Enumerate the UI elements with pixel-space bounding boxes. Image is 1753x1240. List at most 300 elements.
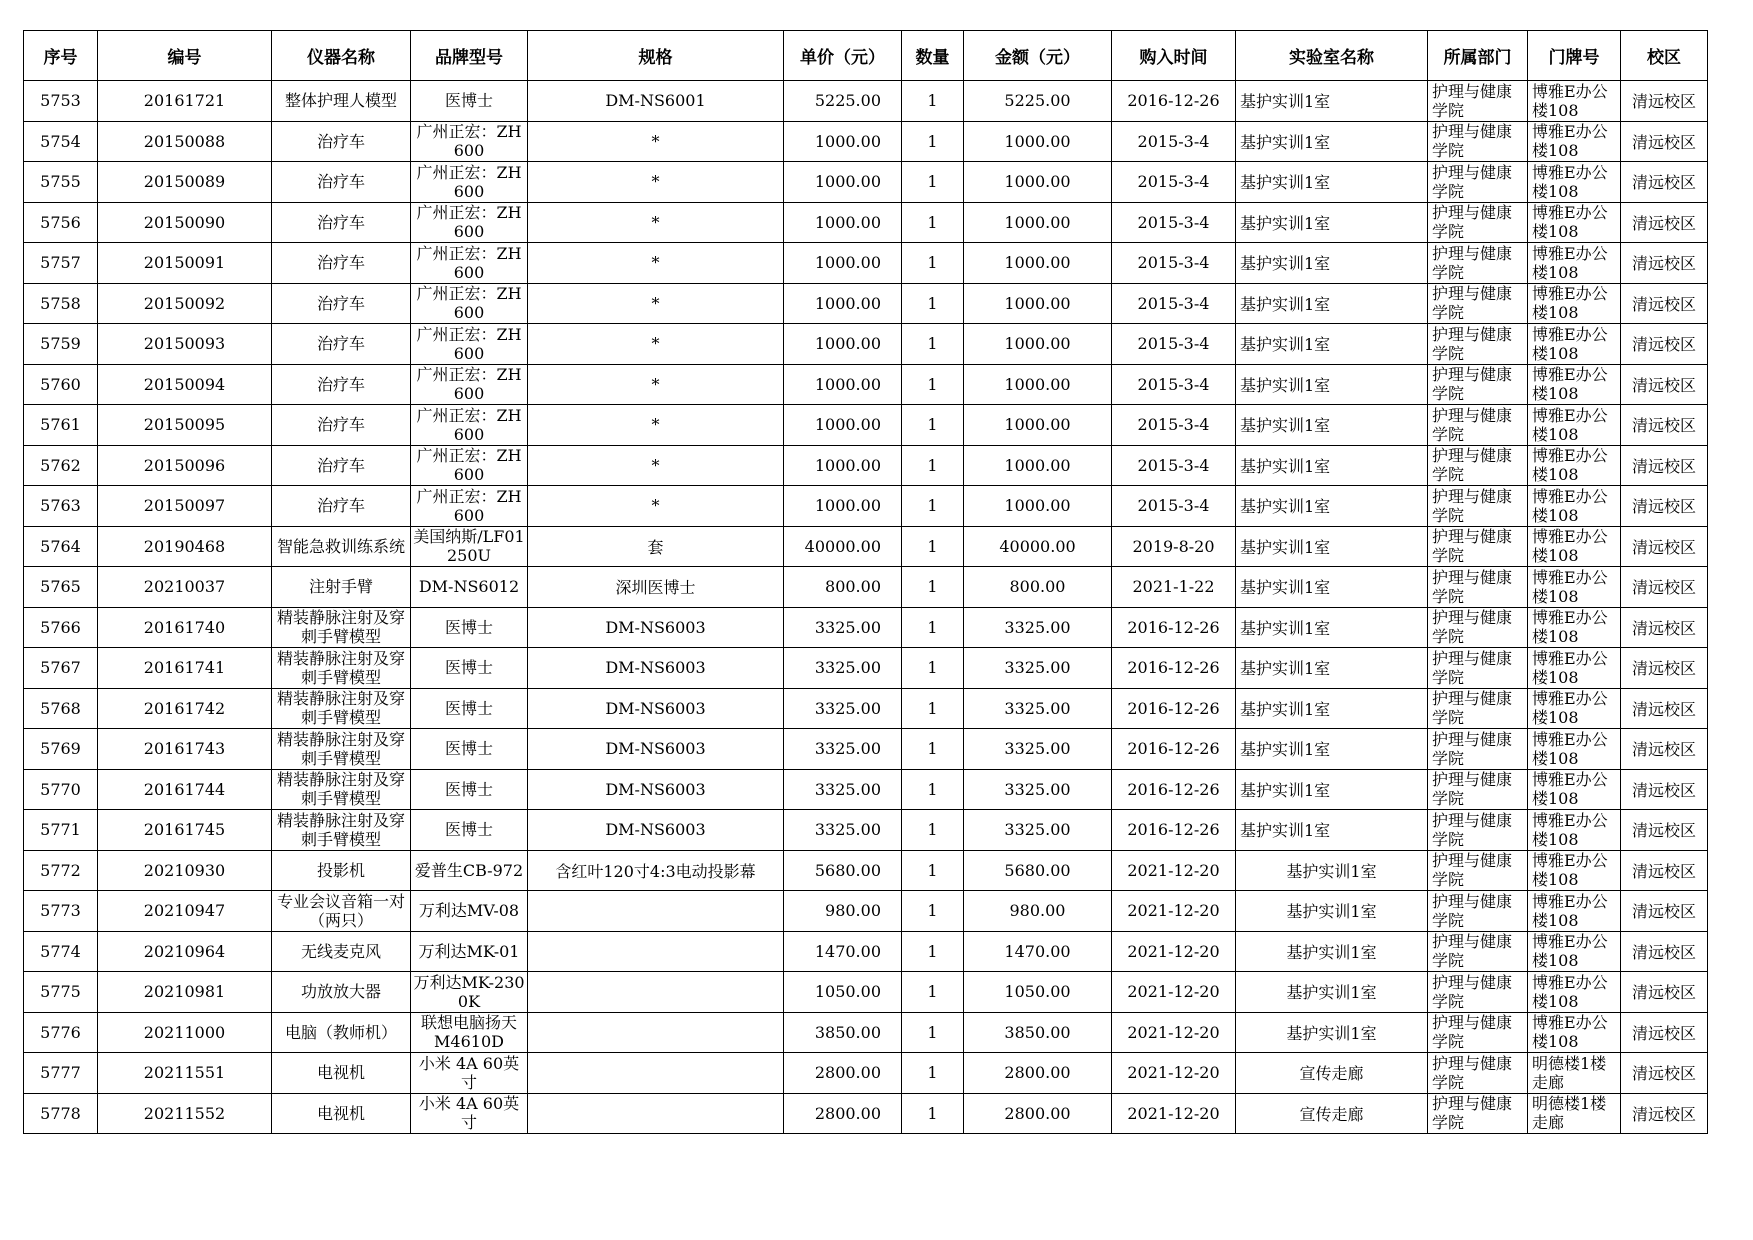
- cell-lab: 基护实训1室: [1236, 972, 1428, 1013]
- table-row: [24, 486, 1708, 527]
- cell-dept: [1428, 688, 1528, 729]
- cell-code: 20150096: [98, 445, 272, 486]
- cell-brand: [411, 202, 528, 243]
- cell-date: 2016-12-26: [1112, 648, 1236, 689]
- cell-date: 2015-3-4: [1112, 486, 1236, 527]
- cell-dept: [1428, 202, 1528, 243]
- cell-name-text: 电脑（教师机）: [284, 1022, 397, 1042]
- cell-code: 20150090: [98, 202, 272, 243]
- cell-campus: 清远校区: [1621, 405, 1708, 446]
- cell-name: [272, 1012, 411, 1053]
- cell-qty: 1: [902, 81, 964, 122]
- cell-price: 1000.00: [784, 202, 902, 243]
- cell-name-text: 功放放大器: [300, 982, 381, 1002]
- cell-room: [1528, 850, 1621, 891]
- cell-campus: 清远校区: [1621, 972, 1708, 1013]
- cell-price: 5225.00: [784, 81, 902, 122]
- cell-qty: 1: [902, 202, 964, 243]
- cell-dept-text: 护理与健康学院: [1432, 648, 1513, 687]
- cell-price: 800.00: [784, 567, 902, 608]
- cell-qty: 1: [902, 1053, 964, 1094]
- cell-dept: [1428, 567, 1528, 608]
- cell-code: 20211552: [98, 1093, 272, 1134]
- cell-room-text: 博雅E办公楼108: [1532, 284, 1608, 323]
- cell-brand: [411, 364, 528, 405]
- cell-brand-text: 小米 4A 60英寸: [418, 1053, 520, 1092]
- cell-code: 20211000: [98, 1012, 272, 1053]
- cell-code: 20150088: [98, 121, 272, 162]
- cell-room: [1528, 607, 1621, 648]
- cell-name-text: 治疗车: [316, 334, 365, 354]
- cell-date: 2015-3-4: [1112, 283, 1236, 324]
- cell-date: 2019-8-20: [1112, 526, 1236, 567]
- cell-spec: *: [528, 405, 784, 446]
- cell-brand: [411, 567, 528, 608]
- cell-room-text: 博雅E办公楼108: [1532, 729, 1608, 768]
- cell-brand: [411, 972, 528, 1013]
- cell-seq: 5774: [24, 931, 98, 972]
- cell-dept-text: 护理与健康学院: [1432, 810, 1513, 849]
- cell-dept: [1428, 445, 1528, 486]
- cell-price: 1000.00: [784, 486, 902, 527]
- cell-qty: 1: [902, 405, 964, 446]
- cell-date: 2021-12-20: [1112, 931, 1236, 972]
- cell-room: [1528, 567, 1621, 608]
- cell-price: 1000.00: [784, 162, 902, 203]
- cell-amount: 40000.00: [964, 526, 1112, 567]
- cell-name: [272, 648, 411, 689]
- cell-lab: 基护实训1室: [1236, 445, 1428, 486]
- cell-code: 20150091: [98, 243, 272, 284]
- table-row: [24, 567, 1708, 608]
- cell-date: 2021-12-20: [1112, 1012, 1236, 1053]
- cell-room-text: 博雅E办公楼108: [1532, 608, 1608, 647]
- cell-seq: 5763: [24, 486, 98, 527]
- cell-brand-text: 万利达MV-08: [418, 901, 520, 921]
- cell-room: [1528, 972, 1621, 1013]
- table-row: [24, 405, 1708, 446]
- cell-name-text: 电视机: [316, 1063, 365, 1083]
- cell-brand: [411, 648, 528, 689]
- cell-seq: 5759: [24, 324, 98, 365]
- table-row: [24, 81, 1708, 122]
- cell-dept-text: 护理与健康学院: [1432, 365, 1513, 404]
- cell-room: [1528, 162, 1621, 203]
- cell-amount: 3325.00: [964, 648, 1112, 689]
- cell-lab: 基护实训1室: [1236, 931, 1428, 972]
- cell-name-text: 无线麦克风: [300, 941, 381, 961]
- cell-qty: 1: [902, 486, 964, 527]
- header-room: 门牌号: [1528, 31, 1621, 81]
- cell-name: [272, 162, 411, 203]
- cell-spec: *: [528, 162, 784, 203]
- cell-name-text: 治疗车: [316, 253, 365, 273]
- cell-dept: [1428, 283, 1528, 324]
- cell-price: 1470.00: [784, 931, 902, 972]
- cell-name-text: 治疗车: [316, 374, 365, 394]
- cell-room-text: 明德楼1楼走廊: [1532, 1053, 1607, 1092]
- cell-qty: 1: [902, 972, 964, 1013]
- cell-brand: [411, 445, 528, 486]
- cell-amount: 3325.00: [964, 729, 1112, 770]
- cell-date: 2015-3-4: [1112, 202, 1236, 243]
- cell-campus: 清远校区: [1621, 769, 1708, 810]
- cell-dept: [1428, 243, 1528, 284]
- cell-dept: [1428, 121, 1528, 162]
- cell-lab: 基护实训1室: [1236, 81, 1428, 122]
- cell-campus: 清远校区: [1621, 1012, 1708, 1053]
- cell-room: [1528, 526, 1621, 567]
- cell-dept-text: 护理与健康学院: [1432, 122, 1513, 161]
- cell-code: 20211551: [98, 1053, 272, 1094]
- cell-lab: 基护实训1室: [1236, 486, 1428, 527]
- cell-dept: [1428, 1053, 1528, 1094]
- cell-brand: [411, 1053, 528, 1094]
- cell-seq: 5771: [24, 810, 98, 851]
- cell-date: 2015-3-4: [1112, 405, 1236, 446]
- header-brand: 品牌型号: [411, 31, 528, 81]
- cell-qty: 1: [902, 121, 964, 162]
- cell-lab: 基护实训1室: [1236, 607, 1428, 648]
- cell-spec: DM-NS6003: [528, 810, 784, 851]
- cell-brand-text: DM-NS6012: [418, 577, 520, 597]
- cell-brand-text: 广州正宏：ZH600: [416, 446, 522, 485]
- cell-brand-text: 广州正宏：ZH600: [416, 365, 522, 404]
- cell-lab: 宣传走廊: [1236, 1053, 1428, 1094]
- cell-qty: 1: [902, 364, 964, 405]
- cell-name: [272, 688, 411, 729]
- cell-price: 1000.00: [784, 364, 902, 405]
- cell-qty: 1: [902, 283, 964, 324]
- cell-brand-text: 医博士: [444, 658, 493, 678]
- cell-amount: 1000.00: [964, 202, 1112, 243]
- cell-amount: 1000.00: [964, 324, 1112, 365]
- cell-lab: 基护实训1室: [1236, 202, 1428, 243]
- cell-qty: 1: [902, 769, 964, 810]
- cell-name: [272, 607, 411, 648]
- cell-campus: 清远校区: [1621, 445, 1708, 486]
- cell-dept-text: 护理与健康学院: [1432, 932, 1513, 971]
- cell-spec: DM-NS6003: [528, 607, 784, 648]
- cell-brand-text: 广州正宏：ZH600: [416, 243, 522, 282]
- cell-seq: 5754: [24, 121, 98, 162]
- cell-brand-text: 万利达MK-2300K: [413, 972, 525, 1011]
- cell-name: [272, 81, 411, 122]
- cell-date: 2015-3-4: [1112, 243, 1236, 284]
- cell-lab: 基护实训1室: [1236, 405, 1428, 446]
- cell-name: [272, 283, 411, 324]
- cell-dept-text: 护理与健康学院: [1432, 891, 1513, 930]
- cell-room-text: 博雅E办公楼108: [1532, 891, 1608, 930]
- cell-name-text: 精装静脉注射及穿刺手臂模型: [276, 689, 405, 728]
- cell-campus: 清远校区: [1621, 810, 1708, 851]
- cell-code: 20210947: [98, 891, 272, 932]
- cell-qty: 1: [902, 162, 964, 203]
- cell-name-text: 电视机: [316, 1103, 365, 1123]
- cell-brand-text: 万利达MK-01: [418, 941, 520, 961]
- cell-brand: [411, 486, 528, 527]
- cell-room-text: 博雅E办公楼108: [1532, 243, 1608, 282]
- cell-brand-text: 广州正宏：ZH600: [416, 203, 522, 242]
- cell-dept-text: 护理与健康学院: [1432, 405, 1513, 444]
- cell-dept-text: 护理与健康学院: [1432, 446, 1513, 485]
- cell-name: [272, 850, 411, 891]
- cell-brand: [411, 769, 528, 810]
- cell-brand: [411, 243, 528, 284]
- cell-spec: *: [528, 364, 784, 405]
- cell-spec: *: [528, 486, 784, 527]
- cell-name: [272, 526, 411, 567]
- cell-date: 2016-12-26: [1112, 769, 1236, 810]
- cell-seq: 5764: [24, 526, 98, 567]
- cell-brand: [411, 688, 528, 729]
- cell-date: 2015-3-4: [1112, 364, 1236, 405]
- table-row: [24, 648, 1708, 689]
- cell-room: [1528, 1093, 1621, 1134]
- cell-brand-text: 医博士: [444, 698, 493, 718]
- cell-code: 20161721: [98, 81, 272, 122]
- cell-dept-text: 护理与健康学院: [1432, 203, 1513, 242]
- cell-dept: [1428, 972, 1528, 1013]
- cell-name: [272, 891, 411, 932]
- cell-room-text: 博雅E办公楼108: [1532, 527, 1608, 566]
- cell-qty: 1: [902, 445, 964, 486]
- cell-lab: 基护实训1室: [1236, 567, 1428, 608]
- cell-code: 20150093: [98, 324, 272, 365]
- cell-brand-text: 小米 4A 60英寸: [418, 1094, 520, 1133]
- cell-campus: 清远校区: [1621, 202, 1708, 243]
- equipment-table: [23, 30, 1708, 1134]
- cell-spec: DM-NS6003: [528, 729, 784, 770]
- cell-name-text: 智能急救训练系统: [276, 536, 405, 556]
- cell-dept: [1428, 729, 1528, 770]
- cell-brand-text: 广州正宏：ZH600: [416, 324, 522, 363]
- cell-qty: 1: [902, 850, 964, 891]
- cell-brand: [411, 810, 528, 851]
- cell-qty: 1: [902, 243, 964, 284]
- cell-seq: 5757: [24, 243, 98, 284]
- cell-dept-text: 护理与健康学院: [1432, 284, 1513, 323]
- cell-price: 3325.00: [784, 769, 902, 810]
- table-row: [24, 526, 1708, 567]
- cell-amount: 2800.00: [964, 1053, 1112, 1094]
- cell-date: 2015-3-4: [1112, 162, 1236, 203]
- cell-dept: [1428, 931, 1528, 972]
- cell-code: 20150094: [98, 364, 272, 405]
- cell-dept-text: 护理与健康学院: [1432, 243, 1513, 282]
- cell-spec: *: [528, 243, 784, 284]
- cell-date: 2021-1-22: [1112, 567, 1236, 608]
- cell-qty: 1: [902, 1012, 964, 1053]
- cell-seq: 5769: [24, 729, 98, 770]
- cell-spec: [528, 972, 784, 1013]
- cell-price: 2800.00: [784, 1053, 902, 1094]
- cell-spec: 套: [528, 526, 784, 567]
- cell-brand-text: 广州正宏：ZH600: [416, 284, 522, 323]
- table-row: [24, 445, 1708, 486]
- header-campus: 校区: [1621, 31, 1708, 81]
- cell-name-text: 治疗车: [316, 415, 365, 435]
- cell-date: 2016-12-26: [1112, 81, 1236, 122]
- cell-seq: 5776: [24, 1012, 98, 1053]
- cell-brand-text: 广州正宏：ZH600: [416, 405, 522, 444]
- cell-seq: 5760: [24, 364, 98, 405]
- cell-date: 2021-12-20: [1112, 1053, 1236, 1094]
- cell-date: 2021-12-20: [1112, 850, 1236, 891]
- cell-brand-text: 医博士: [444, 91, 493, 111]
- cell-campus: 清远校区: [1621, 162, 1708, 203]
- header-seq: 序号: [24, 31, 98, 81]
- cell-room: [1528, 1053, 1621, 1094]
- cell-amount: 3325.00: [964, 688, 1112, 729]
- cell-brand: [411, 81, 528, 122]
- header-price: 单价（元）: [784, 31, 902, 81]
- table-row: [24, 283, 1708, 324]
- cell-price: 1050.00: [784, 972, 902, 1013]
- cell-spec: *: [528, 445, 784, 486]
- table-row: [24, 810, 1708, 851]
- cell-name-text: 精装静脉注射及穿刺手臂模型: [276, 648, 405, 687]
- cell-date: 2015-3-4: [1112, 445, 1236, 486]
- cell-amount: 3325.00: [964, 769, 1112, 810]
- cell-seq: 5753: [24, 81, 98, 122]
- table-row: [24, 972, 1708, 1013]
- cell-room-text: 博雅E办公楼108: [1532, 162, 1608, 201]
- cell-name: [272, 243, 411, 284]
- cell-qty: 1: [902, 567, 964, 608]
- cell-date: 2021-12-20: [1112, 1093, 1236, 1134]
- cell-lab: 基护实训1室: [1236, 850, 1428, 891]
- table-row: [24, 891, 1708, 932]
- cell-dept-text: 护理与健康学院: [1432, 851, 1513, 890]
- cell-date: 2016-12-26: [1112, 729, 1236, 770]
- cell-name: [272, 567, 411, 608]
- table-row: [24, 1053, 1708, 1094]
- cell-dept-text: 护理与健康学院: [1432, 972, 1513, 1011]
- table-row: [24, 121, 1708, 162]
- cell-room-text: 博雅E办公楼108: [1532, 122, 1608, 161]
- cell-code: 20161744: [98, 769, 272, 810]
- cell-spec: *: [528, 324, 784, 365]
- cell-room-text: 明德楼1楼走廊: [1532, 1094, 1607, 1133]
- cell-campus: 清远校区: [1621, 729, 1708, 770]
- cell-price: 3325.00: [784, 688, 902, 729]
- cell-brand-text: 广州正宏：ZH600: [416, 486, 522, 525]
- header-name: 仪器名称: [272, 31, 411, 81]
- cell-seq: 5768: [24, 688, 98, 729]
- cell-date: 2016-12-26: [1112, 688, 1236, 729]
- cell-dept-text: 护理与健康学院: [1432, 689, 1513, 728]
- cell-room: [1528, 243, 1621, 284]
- cell-price: 3325.00: [784, 648, 902, 689]
- cell-brand: [411, 283, 528, 324]
- cell-seq: 5767: [24, 648, 98, 689]
- cell-room-text: 博雅E办公楼108: [1532, 648, 1608, 687]
- cell-room-text: 博雅E办公楼108: [1532, 81, 1608, 120]
- cell-spec: DM-NS6003: [528, 769, 784, 810]
- cell-lab: 基护实训1室: [1236, 526, 1428, 567]
- table-row: [24, 202, 1708, 243]
- cell-room: [1528, 1012, 1621, 1053]
- cell-name-text: 治疗车: [316, 293, 365, 313]
- table-body: [24, 81, 1708, 1134]
- cell-price: 40000.00: [784, 526, 902, 567]
- cell-code: 20161743: [98, 729, 272, 770]
- cell-brand-text: 医博士: [444, 739, 493, 759]
- cell-spec: *: [528, 283, 784, 324]
- cell-seq: 5777: [24, 1053, 98, 1094]
- cell-name-text: 精装静脉注射及穿刺手臂模型: [276, 770, 405, 809]
- cell-room: [1528, 769, 1621, 810]
- cell-date: 2016-12-26: [1112, 607, 1236, 648]
- cell-name: [272, 1053, 411, 1094]
- cell-amount: 1470.00: [964, 931, 1112, 972]
- cell-name: [272, 364, 411, 405]
- cell-dept-text: 护理与健康学院: [1432, 1094, 1513, 1133]
- cell-name: [272, 121, 411, 162]
- table-row: [24, 1012, 1708, 1053]
- cell-dept: [1428, 364, 1528, 405]
- cell-name: [272, 931, 411, 972]
- cell-dept: [1428, 1012, 1528, 1053]
- cell-price: 980.00: [784, 891, 902, 932]
- cell-room: [1528, 81, 1621, 122]
- cell-date: 2015-3-4: [1112, 121, 1236, 162]
- cell-price: 3850.00: [784, 1012, 902, 1053]
- cell-campus: 清远校区: [1621, 891, 1708, 932]
- cell-spec: DM-NS6001: [528, 81, 784, 122]
- table-row: [24, 162, 1708, 203]
- cell-room-text: 博雅E办公楼108: [1532, 486, 1608, 525]
- cell-lab: 基护实训1室: [1236, 121, 1428, 162]
- cell-code: 20150097: [98, 486, 272, 527]
- cell-price: 5680.00: [784, 850, 902, 891]
- cell-dept: [1428, 324, 1528, 365]
- header-row: [24, 31, 1708, 81]
- cell-dept: [1428, 486, 1528, 527]
- cell-room-text: 博雅E办公楼108: [1532, 770, 1608, 809]
- cell-dept: [1428, 607, 1528, 648]
- cell-lab: 基护实训1室: [1236, 769, 1428, 810]
- cell-name: [272, 1093, 411, 1134]
- table-row: [24, 607, 1708, 648]
- cell-lab: 基护实训1室: [1236, 364, 1428, 405]
- cell-dept: [1428, 648, 1528, 689]
- cell-dept-text: 护理与健康学院: [1432, 567, 1513, 606]
- cell-name: [272, 729, 411, 770]
- cell-campus: 清远校区: [1621, 324, 1708, 365]
- table-row: [24, 931, 1708, 972]
- cell-campus: 清远校区: [1621, 1093, 1708, 1134]
- cell-campus: 清远校区: [1621, 607, 1708, 648]
- cell-date: 2015-3-4: [1112, 324, 1236, 365]
- cell-dept: [1428, 810, 1528, 851]
- cell-seq: 5766: [24, 607, 98, 648]
- cell-lab: 宣传走廊: [1236, 1093, 1428, 1134]
- cell-brand-text: 爱普生CB-972: [414, 860, 524, 880]
- cell-dept-text: 护理与健康学院: [1432, 527, 1513, 566]
- table-row: [24, 729, 1708, 770]
- cell-seq: 5765: [24, 567, 98, 608]
- cell-dept: [1428, 162, 1528, 203]
- cell-price: 3325.00: [784, 729, 902, 770]
- cell-campus: 清远校区: [1621, 1053, 1708, 1094]
- cell-room-text: 博雅E办公楼108: [1532, 203, 1608, 242]
- cell-qty: 1: [902, 931, 964, 972]
- cell-campus: 清远校区: [1621, 850, 1708, 891]
- cell-amount: 5225.00: [964, 81, 1112, 122]
- cell-name-text: 精装静脉注射及穿刺手臂模型: [276, 608, 405, 647]
